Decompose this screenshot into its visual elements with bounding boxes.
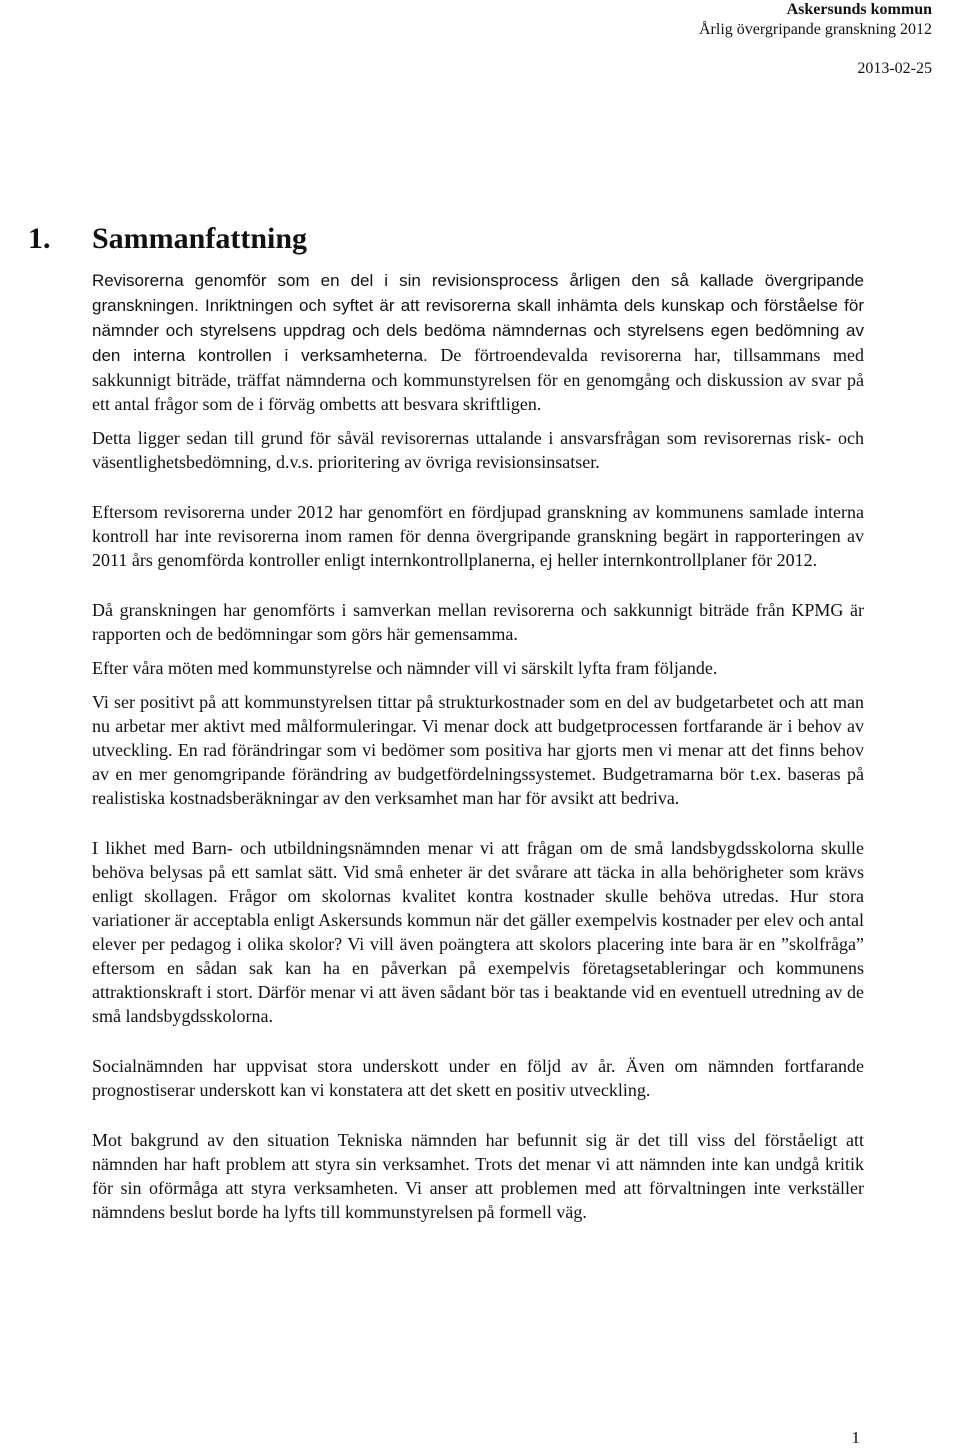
paragraph-rural-schools: I likhet med Barn- och utbildningsnämnden menar vi att frågan om de små landsbygdsskolorna skulle behöva belysas på ett samlat sätt. Vid små enheter är det svårare att täcka in alla behörigheter som krävs enligt skollagen. Frågor om skolornas kvalitet kontra kostnader skulle behöva utredas. Hur stora variationer är acceptabla enligt Askersunds kommun när det gäller exempelvis kostnader per elev och antal elever per pedagog i olika skolor? Vi vill även poängtera att skolors placering inte bara är en ”skolfråga” eftersom en sådan sak kan ha en påverkan på exempelvis företagsetableringar och kommunens attraktionskraft i stort. Därför menar vi att även sådant bör tas i beaktande vid en eventuell utredning av de små landsbygdsskolorna. bbox=[92, 838, 864, 1026]
paragraph-budget: Vi ser positivt på att kommunstyrelsen tittar på strukturkostnader som en del av budgetarbetet och att man nu arbetar mer aktivt med målformuleringar. Vi menar dock att budgetprocessen fortfarande är i behov av utveckling. En rad förändringar som vi bedömer som positiva har gjorts men vi menar att det finns behov av en mer genomgripande förändring av budgetfördelningssystemet. Budgetramarna bör t.ex. baseras på realistiska kostnadsberäkningar av den verksamhet man har för avsikt att bedriva. bbox=[92, 692, 864, 808]
organization-name: Askersunds kommun bbox=[786, 1, 932, 18]
page-number: 1 bbox=[851, 1428, 860, 1447]
section-heading bbox=[28, 222, 307, 256]
section-title: Sammanfattning bbox=[92, 222, 308, 255]
report-title: Årlig övergripande granskning 2012 bbox=[699, 21, 932, 38]
paragraph-internal-control: Eftersom revisorerna under 2012 har genomfört en fördjupad granskning av kommunens samlade interna kontroll har inte revisorerna inom ramen för denna övergripande granskning begärt in rapporteringen av 2011 års genomförda kontroller enligt internkontrollplanerna, ej heller internkontrollplaner för 2012. bbox=[92, 502, 864, 570]
paragraph-intro bbox=[92, 268, 864, 416]
paragraph-basis: Detta ligger sedan till grund för såväl revisorernas uttalande i ansvarsfrågan som revisorernas risk- och väsentlighetsbedömning, d.v.s. prioritering av övriga revisionsinsatser. bbox=[92, 428, 864, 472]
paragraph-social-board: Socialnämnden har uppvisat stora underskott under en följd av år. Även om nämnden fortfarande prognostiserar underskott kan vi konstatera att det skett en positiv utveckling. bbox=[92, 1056, 864, 1100]
paragraph-highlights: Efter våra möten med kommunstyrelse och nämnder vill vi särskilt lyfta fram följande. bbox=[92, 658, 718, 678]
page-header bbox=[699, 0, 932, 40]
section-number: 1. bbox=[28, 222, 51, 255]
report-date: 2013-02-25 bbox=[857, 60, 932, 77]
paragraph-intro-part-a: Revisorerna genomför som en del i sin revisionsprocess årligen den så kallade övergripande granskningen. Inriktningen och syftet är att revisorerna skall inhämta dels kunskap och förståelse för nämnder och styrelsens uppdrag och dels bedöma nämndernas och styrelsens egen bedömning av den interna kontrollen i verksamheterna. bbox=[92, 271, 864, 365]
summary-body bbox=[92, 268, 864, 1234]
paragraph-technical-board: Mot bakgrund av den situation Tekniska nämnden har befunnit sig är det till viss del förståeligt att nämnden har haft problem att styra sin verksamhet. Trots det menar vi att nämnden inte kan undgå kritik för sin oförmåga att styra verksamheten. Vi anser att problemen med att förvaltningen inte verkställer nämndens beslut borde ha lyfts till kommunstyrelsen på formell väg. bbox=[92, 1130, 864, 1222]
paragraph-kpmg: Då granskningen har genomförts i samverkan mellan revisorerna och sakkunnigt biträde från KPMG är rapporten och de bedömningar som görs här gemensamma. bbox=[92, 600, 864, 644]
paragraph-intro-part-b: De förtroendevalda revisorerna har, tillsammans med sakkunnigt biträde, träffat nämnderna och kommunstyrelsen för en genomgång och diskussion av svar på ett antal frågor som de i förväg ombetts att besvara skriftligen. bbox=[92, 345, 864, 414]
